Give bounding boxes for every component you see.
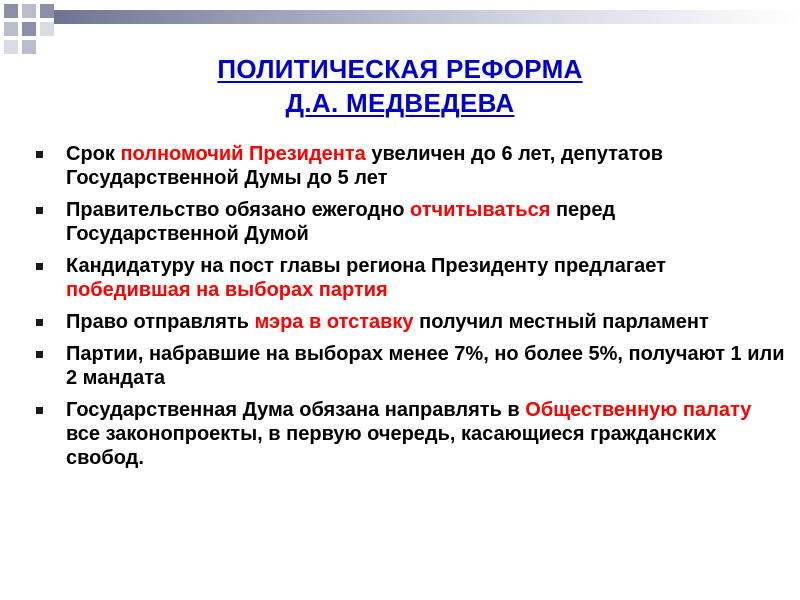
bullet-item (30, 310, 790, 334)
square-bullet-icon (36, 263, 43, 270)
bullet-text: Срок (66, 143, 121, 165)
bullet-text: увеличен до 6 лет, депутатов Государственной Думы до 5 лет (66, 143, 664, 189)
square-bullet-icon (36, 207, 43, 214)
square-bullet-icon (36, 319, 43, 326)
bullet-highlight: отчитываться (410, 199, 551, 221)
bullet-text: Кандидатуру на пост главы региона Президенту предлагает (66, 255, 666, 277)
bullet-item (30, 254, 790, 302)
title-line-1: ПОЛИТИЧЕСКАЯ РЕФОРМА (217, 54, 583, 84)
square-bullet-icon (36, 407, 43, 414)
bullet-text: Правительство обязано ежегодно (66, 199, 411, 221)
bullet-text: Партии, набравшие на выборах менее 7%, но более 5%, получают 1 или 2 мандата (66, 343, 785, 389)
bullet-text: Право отправлять (66, 311, 255, 333)
bullet-item (30, 142, 790, 190)
bullet-item (30, 198, 790, 246)
square-bullet-icon (36, 351, 43, 358)
bullet-text: перед Государственной Думой (66, 199, 616, 245)
bullet-highlight: победившая на выборах партия (66, 279, 388, 301)
bullet-list (30, 142, 790, 478)
bullet-text: все законопроекты, в первую очередь, касающиеся гражданских свобод. (66, 423, 717, 469)
bullet-highlight: мэра в отставку (254, 311, 414, 333)
top-gradient-bar (54, 10, 800, 24)
bullet-text: получил местный парламент (413, 311, 709, 333)
title-line-2: Д.А. МЕДВЕДЕВА (285, 88, 515, 118)
slide-title (0, 52, 800, 120)
bullet-item (30, 342, 790, 390)
decorative-squares-icon (0, 0, 60, 60)
bullet-item (30, 398, 790, 470)
bullet-highlight: полномочий Президента (120, 143, 366, 165)
bullet-text: Государственная Дума обязана направлять в (66, 399, 526, 421)
bullet-highlight: Общественную палату (525, 399, 752, 421)
square-bullet-icon (36, 151, 43, 158)
